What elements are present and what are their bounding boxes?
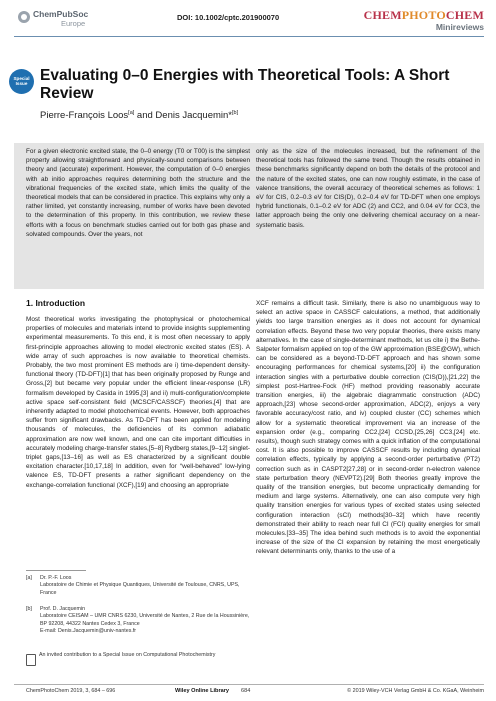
wiley-online-library-link[interactable]: Wiley Online Library — [175, 688, 230, 694]
body-right-column: XCF remains a difficult task. Similarly, there is also no unambiguous way to select an active space in CASSCF calculations, a method, that additionally yields too large transition energies as it does not account for dynamical correlation effects. Beyond these two very popular theories, there exists many alternatives. In the case of single-determinant methods, let us cite i) the Bethe-Salpeter formalism applied on top of the GW approximation (BSE@GW), which can be considered as a beyond-TD-DFT approach and has shown some encouraging performances for chemical systems,[20] ii) the configuration interaction singles with a perturbative double correction (CIS(D)),[21,22] the simplest post-Hartree-Fock (HF) method providing reasonably accurate transition energies, iii) the algebraic diagrammatic construction (ADC) approach,[23] whose second-order approximation, ADC(2), enjoys a very favorable accuracy/cost ratio, and iv) coupled cluster (CC) schemes which allow for a systematic theoretical improvement via an increase of the expansion order (e.g., comparing CC2,[24] CCSD,[25,26] CC3,[24] etc. results), though such strategy comes with a quick inflation of the computational cost. It is also possible to improve CASSCF results by including dynamical correlation effects, typically by applying a second-order perturbative (PT2) correction such as in CASPT2[27,28] or in second-order n-electron valence state perturbation theory (NEVPT2).[29] Both theories greatly improve the quality of the transition energies, but become unpractically demanding for medium and large systems. Alternatively, one can also compute very high quality transition energies for various types of excited states using selected configuration interaction (sCI) methods[30–32] which have recently demonstrated their ability to reach near full CI (FCI) quality energies for small molecules.[33–35] The idea behind such methods is to avoid the exponential increase of the size of the CI expansion by retaining the most energetically relevant determinants only, thanks to the use of a — [256, 300, 480, 556]
special-issue-badge — [9, 69, 34, 94]
abstract-box — [14, 143, 484, 289]
author-list — [40, 110, 238, 121]
footer-citation: ChemPhotoChem 2019, 3, 684 – 696 — [26, 688, 116, 694]
footnote-a-address: Laboratoire de Chimie et Physique Quantiques, Université de Toulouse, CNRS, UPS, France — [40, 582, 240, 596]
author-2-affiliation: [b] — [232, 110, 239, 116]
footnote-b-name: Prof. D. Jacquemin — [40, 606, 86, 612]
header-rule — [14, 36, 484, 37]
publisher-name: ChemPubSoc — [33, 9, 89, 19]
footnote-b-label: [b] — [26, 606, 32, 612]
footnote-a-label: [a] — [26, 575, 32, 581]
journal-logo-part3: CHEM — [445, 8, 484, 22]
special-issue-note: An invited contribution to a Special Issue on Computational Photochemistry — [39, 652, 216, 658]
journal-logo-part2: PHOTO — [401, 8, 446, 22]
page-number: 684 — [241, 688, 251, 694]
footnote-b — [26, 606, 250, 636]
footnote-b-address: Laboratoire CEISAM – UMR CNRS 6230, Université de Nantes, 2 Rue de la Houssinière, BP 92208, 44322 Nantes Cedex 3, France — [40, 613, 250, 627]
article-title: Evaluating 0–0 Energies with Theoretical Tools: A Short Review — [40, 67, 450, 102]
chempubsoc-logo-icon — [18, 11, 30, 23]
footnote-a — [26, 575, 250, 597]
paperclip-icon — [26, 654, 36, 666]
abstract-left-column: For a given electronic excited state, the 0–0 energy (T0 or T00) is the simplest property allowing straightforward and physically-sound comparisons between theory and (accurate) experiment. However, the computation of 0–0 energies with ab initio approaches requires determining both the structure and the vibrational frequencies of the excited state, which limits the quality of the theoretical models that can be considered in practice. This explains why only a rather limited, yet constantly increasing, number of works have been devoted to the determination of this property. In this contribution, we review these efforts with a focus on benchmark studies carried out for both gas phase and solvated compounds. Over the years, not — [26, 148, 250, 238]
abstract-right-column: only as the size of the molecules increased, but the refinement of the theoretical tools has followed the same trend. Though the results obtained in these benchmarks significantly depend on both the details of the protocol and the nature of the excited states, one can now roughly estimate, in the case of valence transitions, the overall accuracy of theoretical schemes as follows: 1 eV for CIS, 0.2–0.3 eV for CIS(D), 0.2–0.4 eV for TD-DFT when one employs hybrid functionals, 0.1–0.2 eV for ADC (2) and CC2, and 0.04 eV for CC3, the latter approach being the only one delivering chemical accuracy on a near-systematic basis. — [256, 148, 480, 229]
publisher-region: Europe — [61, 19, 86, 28]
journal-logo-part1: CHEM — [363, 8, 402, 22]
section-heading: 1. Introduction — [26, 298, 86, 308]
journal-logo — [364, 8, 484, 23]
footnote-a-name: Dr. P.-F. Loos — [40, 575, 72, 581]
doi-link[interactable]: DOI: 10.1002/cptc.201900070 — [177, 13, 280, 22]
footer-copyright: © 2019 Wiley-VCH Verlag GmbH & Co. KGaA, Weinheim — [347, 688, 484, 694]
badge-line2: Issue — [15, 81, 28, 87]
author-1[interactable]: Pierre-François Loos — [40, 110, 129, 122]
body-left-column: Most theoretical works investigating the photophysical or photochemical properties of molecules and materials intend to provide insights supplementing experimental measurements. To this end, it is most often necessary to apply first-principle approaches allowing to model electronic excited states (ES). A wide array of such approaches is now available to theoretical chemists. Probably, the two most prominent ES methods are i) time-dependent density-functional theory (TD-DFT)[1] that has been originally proposed by Runge and Gross,[2] but became very popular under the efficient linear-response (LR) formalism developed by Casida in 1995,[3] and ii) multi-configuration/complete active space self-consistent field (MCSCF/CASSCF) theories,[4] that are inherently adapted to model photochemical events. However, both approaches suffer from significant drawbacks. As TD-DFT has been applied for modeling thousands of molecules, the deficiencies of its common adiabatic approximation are now well known, and one can cite important difficulties in accurately modeling charge-transfer states,[5–8] Rydberg states,[9–12] singlet-triplet gaps,[13–16] as well as ES characterized by a significant double excitation character.[10,17,18] In addition, even for “well-behaved” low-lying valence ES, TD-DFT presents a rather significant dependency on the exchange-correlation functional (XCF),[19] and choosing an appropriate — [26, 316, 250, 489]
author-1-affiliation: [a] — [128, 110, 135, 116]
footnote-rule — [26, 570, 86, 571]
footer-rule — [14, 684, 484, 685]
badge-line1: Special — [13, 76, 30, 81]
author-2[interactable]: and Denis Jacquemin* — [134, 110, 232, 122]
article-type: Minireviews — [435, 22, 484, 32]
footnote-b-email[interactable]: E-mail: Denis.Jacquemin@univ-nantes.fr — [40, 628, 137, 635]
